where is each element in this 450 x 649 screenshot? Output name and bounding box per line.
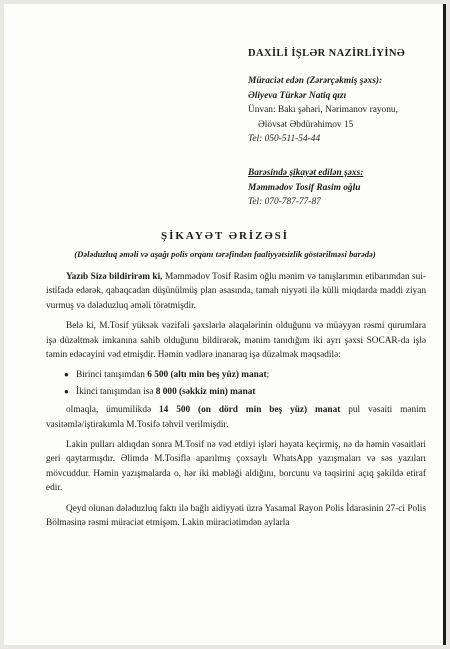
bullet-dot-icon: ● [64, 370, 69, 380]
paragraph-3-text: olmaqla, ümumilikdə [66, 405, 159, 416]
bullet-1-end: ; [266, 370, 270, 381]
respondent-phone: Tel: 070-787-77-87 [248, 197, 321, 208]
paragraph-3-amount: 14 500 (on dörd min beş yüz) manat [159, 405, 341, 416]
document-title: ŞİKAYƏT ƏRİZƏSİ [160, 230, 290, 242]
applicant-block [248, 74, 398, 147]
bullet-2-amount: 8 000 (səkkiz min) manat [155, 386, 256, 397]
bullet-1-text: Birinci tanışımdan [76, 370, 148, 381]
paragraph-4: Lakin pulları aldıqdan sonra M.Tosif nə vəd etdiyi işləri həyata keçirmiş, nə də həmin vəsaitləri geri qaytarmışdır. Əlimdə M.Tosiflə aparılmış çoxsaylı WhatsApp yazışmaları və səs yazıları mövcuddur. Həmin yazışmalarda o, hər iki məbləği aldığını, borcunu və təqsirini açıq şəkildə etiraf edir. [46, 440, 426, 494]
paragraph-3 [46, 403, 426, 432]
respondent-name: Məmmədov Tosif Rasim oğlu [248, 182, 361, 193]
paragraph-3-rest: pul vəsaiti mənim vasitəmlə/iştirakımla M.Tosifə təhvil verilmişdir. [46, 405, 426, 430]
paragraph-1-text: Məmmədov Tosif Rasim oğlu mənim və tanışlarımın etibarımdan sui-istifadə edərək, qabaqcadan düşünülmüş plan əsasında, tamah niyyəti ilə külli miqdarda maddi ziyan vurmuş və dələduzluq əməli törətmişdir. [46, 272, 426, 311]
addressee-ministry: DAXİLİ İŞLƏR NAZİRLİYİNƏ [248, 48, 405, 59]
applicant-address-line-1: Ünvan: Bakı şəhəri, Nərimanov rayonu, [248, 105, 398, 116]
bullet-1-amount: 6 500 (altı min beş yüz) manat [147, 370, 267, 381]
bullet-dot-icon: ● [64, 386, 69, 396]
applicant-phone: Tel: 050-511-54-44 [248, 134, 321, 145]
respondent-block [248, 166, 363, 210]
bullet-2-text: İkinci tanışımdan isə [76, 386, 156, 397]
respondent-heading: Barəsində şikayət edilən şəxs: [248, 168, 364, 178]
paragraph-2: Belə ki, M.Tosif yüksək vəzifəli şəxslərlə əlaqələrinin olduğunu və müəyyən rəsmi qurumlara işə düzəltmək imkanına sahib olduğunu bildirərək, mənim tanıdığım iki ayrı şəxsi SOCAR-da işlə təmin edəcəyini vəd etmişdir. Həmin vədlərə inanaraq işə düzəlmək məqsədilə: [46, 321, 426, 361]
bullet-item-1 [64, 368, 426, 382]
applicant-heading: Müraciət edən (Zərərçəkmiş şəxs): [248, 76, 383, 86]
document-body [46, 270, 426, 537]
paragraph-5: Qeyd olunan dələduzluq faktı ilə bağlı aidiyyəti üzrə Yasamal Rayon Polis İdarəsinin 27-ci Polis Bölməsinə rəsmi müraciət etmişəm. Lakin müraciətimdən aylarla [46, 503, 426, 529]
bullet-item-2 [64, 385, 426, 399]
document-page [4, 4, 446, 645]
applicant-address-line-2: Əlövsət Əbdürəhimov 15 [258, 119, 354, 130]
paragraph-1 [46, 270, 426, 313]
document-subtitle: (Dələduzluq əməli və aşağı polis orqanı tərəfindən faaliyyətsizlik göstərilməsi barədə) [74, 249, 376, 259]
paragraph-1-lead: Yazıb Sizə bildirirəm ki, [66, 272, 163, 282]
applicant-name: Əliyeva Türkər Natiq qızı [248, 90, 347, 101]
